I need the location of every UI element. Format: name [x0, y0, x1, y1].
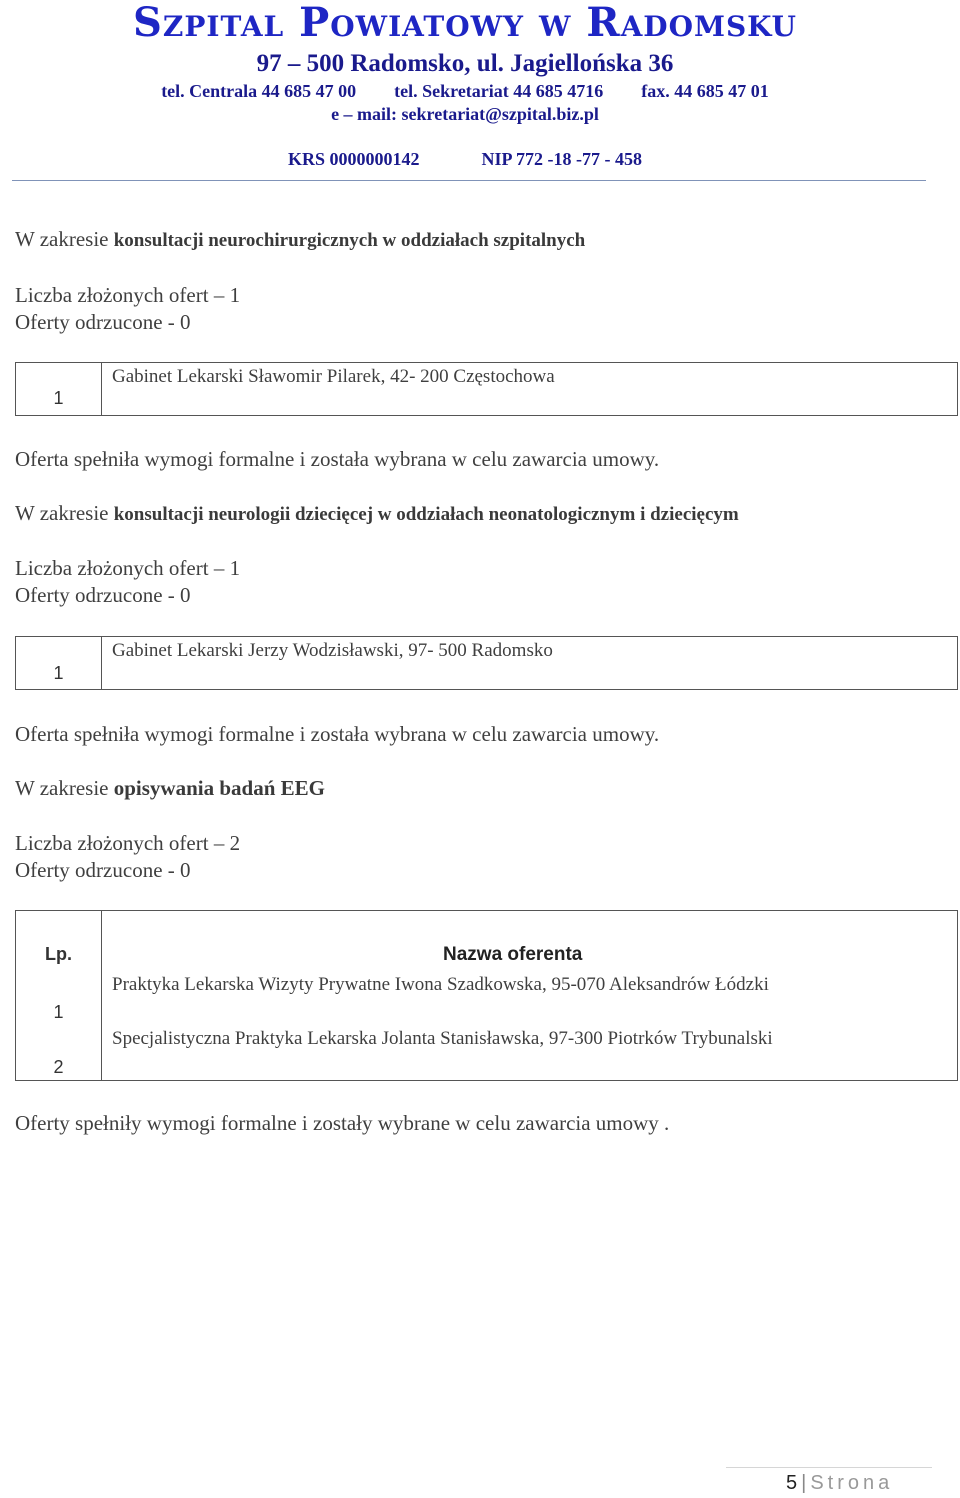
- row-number: 2: [53, 1057, 64, 1077]
- page-label: Strona: [810, 1472, 894, 1494]
- row-number: 1: [53, 388, 64, 408]
- offers-table-2: [15, 636, 958, 690]
- scope-line-1: [15, 226, 585, 254]
- rejected-offers-2: Oferty odrzucone - 0: [15, 583, 191, 607]
- offers-count-1: Liczba złożonych ofert – 1: [15, 283, 241, 307]
- hospital-registry-ids: [0, 148, 930, 170]
- table-num-column: [16, 363, 102, 415]
- scope-line-3: [15, 775, 325, 801]
- lp-header: Lp.: [45, 944, 72, 964]
- offerer-name-header: Nazwa oferenta: [443, 944, 583, 965]
- table-num-column: [16, 911, 102, 1080]
- row-number: 1: [53, 1002, 64, 1022]
- page-number-footer: [786, 1472, 893, 1495]
- scope-title: opisywania badań EEG: [113, 776, 325, 800]
- rejected-offers-1: Oferty odrzucone - 0: [15, 310, 191, 334]
- result-text-1: Oferta spełniła wymogi formalne i została wybrana w celu zawarcia umowy.: [15, 447, 660, 471]
- offers-count-3: Liczba złożonych ofert – 2: [15, 831, 241, 855]
- scope-line-2: [15, 500, 739, 528]
- offers-table-3: [15, 910, 958, 1081]
- hospital-contact-phones: [0, 80, 930, 102]
- hospital-email: e – mail: sekretariat@szpital.biz.pl: [331, 104, 599, 124]
- fax-number: fax. 44 685 47 01: [641, 81, 769, 101]
- offerer-name: Praktyka Lekarska Wizyty Prywatne Iwona Szadkowska, 95-070 Aleksandrów Łódzki: [112, 974, 769, 995]
- scope-prefix: W zakresie: [15, 501, 114, 525]
- scope-title: konsultacji neurologii dziecięcej w oddziałach neonatologicznym i dziecięcym: [113, 504, 739, 525]
- scope-prefix: W zakresie: [15, 776, 114, 800]
- result-text-3: Oferty spełniły wymogi formalne i zostały wybrane w celu zawarcia umowy .: [15, 1111, 670, 1135]
- offers-count-2: Liczba złożonych ofert – 1: [15, 556, 241, 580]
- hospital-address: 97 – 500 Radomsko, ul. Jagiellońska 36: [256, 50, 674, 77]
- rejected-offers-3: Oferty odrzucone - 0: [15, 858, 191, 882]
- page-number: 5: [786, 1472, 798, 1494]
- hospital-name-heading: Szpital Powiatowy w Radomsku: [133, 0, 797, 46]
- footer-divider: [726, 1467, 932, 1468]
- offers-table-1: [15, 362, 958, 416]
- row-number: 1: [53, 663, 64, 683]
- nip-number: NIP 772 -18 -77 - 458: [481, 149, 642, 169]
- krs-number: KRS 0000000142: [287, 149, 420, 169]
- offerer-name: Gabinet Lekarski Jerzy Wodzisławski, 97- 500 Radomsko: [112, 640, 553, 661]
- phone-main: tel. Centrala 44 685 47 00: [161, 81, 357, 101]
- table-num-column: [16, 637, 102, 689]
- offerer-name: Gabinet Lekarski Sławomir Pilarek, 42- 200 Częstochowa: [112, 366, 555, 387]
- result-text-2: Oferta spełniła wymogi formalne i została wybrana w celu zawarcia umowy.: [15, 722, 660, 746]
- scope-title: konsultacji neurochirurgicznych w oddziałach szpitalnych: [113, 230, 586, 251]
- phone-secretariat: tel. Sekretariat 44 685 4716: [394, 81, 604, 101]
- page-separator: |: [801, 1472, 807, 1494]
- offerer-name: Specjalistyczna Praktyka Lekarska Jolanta Stanisławska, 97-300 Piotrków Trybunalski: [112, 1028, 773, 1049]
- header-divider: [12, 180, 926, 181]
- scope-prefix: W zakresie: [15, 227, 114, 251]
